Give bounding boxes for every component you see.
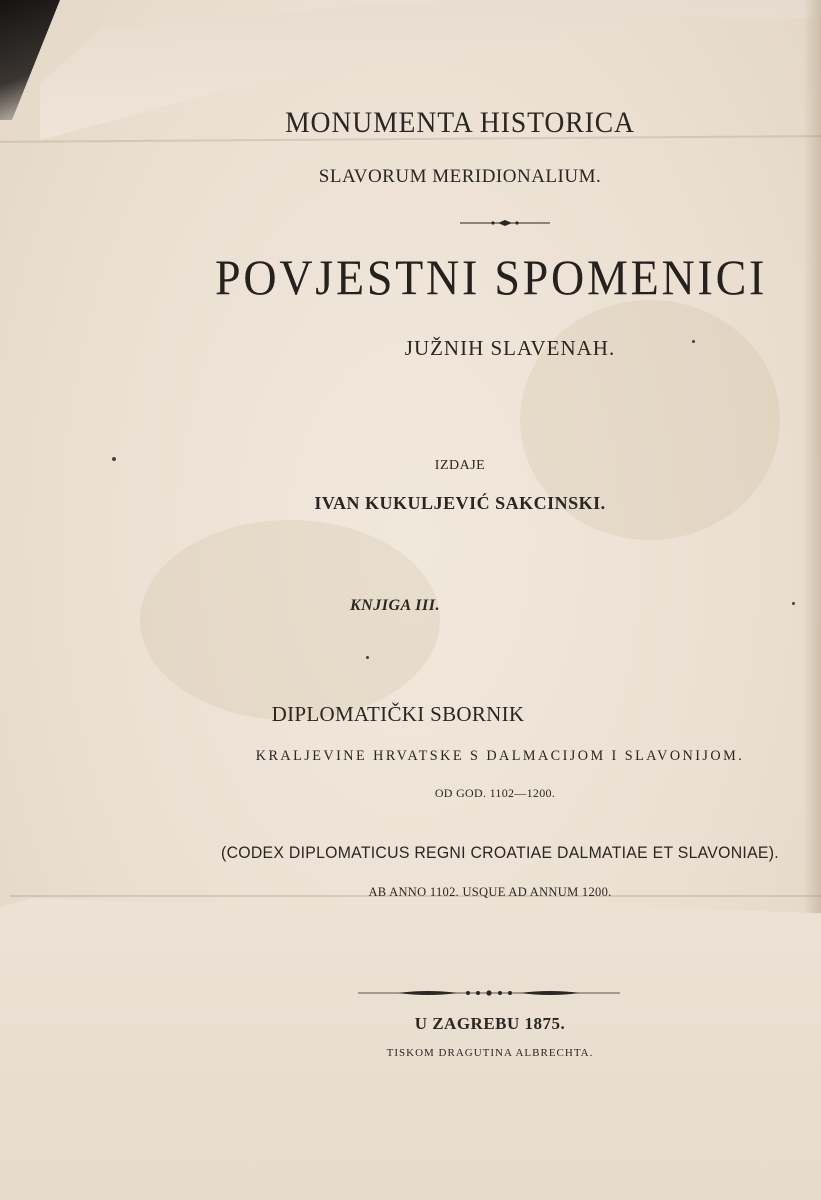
ink-speck <box>366 656 369 659</box>
codex-title: (CODEX DIPLOMATICUS REGNI CROATIAE DALMATIAE ET SLAVONIAE). <box>221 843 779 862</box>
ornament-rule <box>358 988 620 998</box>
author-name: IVAN KUKULJEVIĆ SAKCINSKI. <box>314 493 606 513</box>
ink-speck <box>112 457 116 461</box>
croatian-title: POVJESTNI SPOMENICI <box>215 249 768 305</box>
paper-stain <box>140 520 440 720</box>
croatian-subtitle: JUŽNIH SLAVENAH. <box>404 336 616 360</box>
codex-range: AB ANNO 1102. USQUE AD ANNUM 1200. <box>368 885 612 899</box>
volume-number: KNJIGA III. <box>350 597 440 614</box>
latin-subtitle: SLAVORUM MERIDIONALIUM. <box>318 166 602 187</box>
publisher-label: IZDAJE <box>434 458 486 473</box>
latin-title: MONUMENTA HISTORICA <box>285 106 635 139</box>
work-title: DIPLOMATIČKI SBORNIK <box>271 702 525 726</box>
imprint-printer: TISKOM DRAGUTINA ALBRECHTA. <box>386 1047 594 1059</box>
ink-speck <box>792 602 795 605</box>
work-subtitle: KRALJEVINE HRVATSKE S DALMACIJOM I SLAVONIJOM. <box>255 748 745 764</box>
imprint-place: U ZAGREBU 1875. <box>414 1014 566 1033</box>
ornament-rule <box>460 219 550 227</box>
ink-speck <box>692 340 695 343</box>
date-range: OD GOD. 1102—1200. <box>434 786 556 800</box>
